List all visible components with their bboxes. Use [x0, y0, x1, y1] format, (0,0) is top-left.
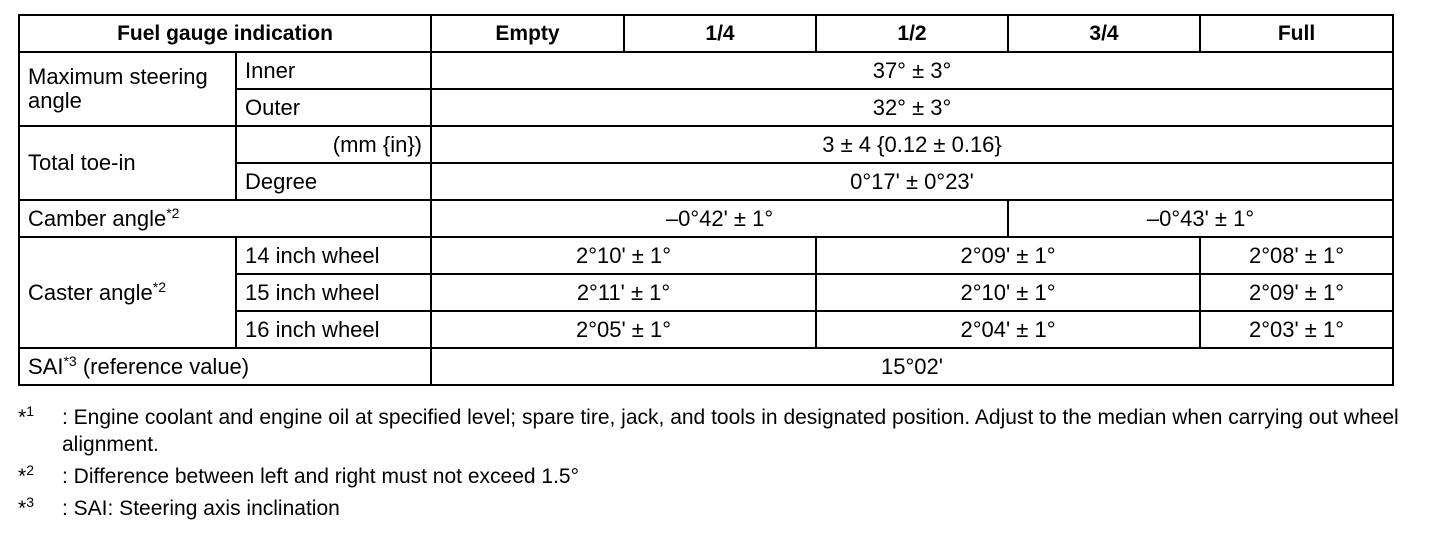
- footnote-1-number: 1: [26, 403, 34, 419]
- header-row: [19, 15, 1393, 52]
- camber-label: [19, 200, 431, 237]
- footnote-1-star: *: [18, 406, 27, 429]
- col-half: 1/2: [816, 15, 1008, 52]
- toe-degree-value: 0°17' ± 0°23': [431, 163, 1393, 200]
- footnote-3-marker: [18, 495, 62, 522]
- camber-footnote-mark: *2: [166, 204, 180, 221]
- footnote-3-star: *: [18, 497, 27, 520]
- toe-in-label: Total toe-in: [19, 126, 236, 200]
- toe-mm-value: 3 ± 4 {0.12 ± 0.16}: [431, 126, 1393, 163]
- table-row: [19, 200, 1393, 237]
- col-full: Full: [1200, 15, 1393, 52]
- table-row: [19, 348, 1393, 385]
- footnote-2-marker: [18, 463, 62, 490]
- footnote-3-number: 3: [26, 494, 34, 510]
- footnote-3-text: : SAI: Steering axis inclination: [62, 497, 340, 520]
- sai-footnote-mark: *3: [63, 352, 77, 369]
- caster-16-v1: 2°05' ± 1°: [431, 311, 816, 348]
- footnote-1-text: : Engine coolant and engine oil at specified level; spare tire, jack, and tools in designated position. Adjust to the median when carrying out wheel alignment.: [62, 406, 1399, 456]
- caster-14-v1: 2°10' ± 1°: [431, 237, 816, 274]
- toe-degree-label: Degree: [236, 163, 431, 200]
- sai-value: 15°02': [431, 348, 1393, 385]
- caster-15-v3: 2°09' ± 1°: [1200, 274, 1393, 311]
- caster-16-v3: 2°03' ± 1°: [1200, 311, 1393, 348]
- sai-label: [19, 348, 431, 385]
- footnote-2-text: : Difference between left and right must not exceed 1.5°: [62, 465, 579, 488]
- col-empty: Empty: [431, 15, 624, 52]
- sai-label-b: (reference value): [76, 353, 250, 379]
- camber-value-b: –0°43' ± 1°: [1008, 200, 1393, 237]
- table-row: [19, 237, 1393, 274]
- inner-label: Inner: [236, 52, 431, 89]
- inner-value: 37° ± 3°: [431, 52, 1393, 89]
- camber-label-text: Camber angle: [28, 205, 167, 231]
- table-row: [19, 126, 1393, 163]
- footnotes: [18, 404, 1418, 527]
- table-row: [19, 52, 1393, 89]
- caster-label-text: Caster angle: [28, 279, 153, 305]
- caster-14-v3: 2°08' ± 1°: [1200, 237, 1393, 274]
- col-quarter: 1/4: [624, 15, 816, 52]
- max-steering-label: Maximum steering angle: [19, 52, 236, 126]
- outer-label: Outer: [236, 89, 431, 126]
- camber-value-a: –0°42' ± 1°: [431, 200, 1008, 237]
- caster-15-v2: 2°10' ± 1°: [816, 274, 1200, 311]
- caster-wheel-16: 16 inch wheel: [236, 311, 431, 348]
- sai-label-a: SAI: [28, 353, 64, 379]
- caster-wheel-15: 15 inch wheel: [236, 274, 431, 311]
- footnote-2-number: 2: [26, 462, 34, 478]
- caster-footnote-mark: *2: [152, 278, 166, 295]
- footnote-2: [18, 463, 1418, 490]
- caster-label: [19, 237, 236, 348]
- col-three-quarter: 3/4: [1008, 15, 1200, 52]
- caster-16-v2: 2°04' ± 1°: [816, 311, 1200, 348]
- toe-mm-label: (mm {in}): [236, 126, 431, 163]
- outer-value: 32° ± 3°: [431, 89, 1393, 126]
- caster-14-v2: 2°09' ± 1°: [816, 237, 1200, 274]
- footnote-3: [18, 495, 1418, 522]
- footnote-1: [18, 404, 1418, 458]
- wheel-alignment-table: [18, 14, 1394, 386]
- fuel-gauge-header: Fuel gauge indication: [19, 15, 431, 52]
- footnote-1-marker: [18, 404, 62, 458]
- caster-wheel-14: 14 inch wheel: [236, 237, 431, 274]
- footnote-2-star: *: [18, 465, 27, 488]
- caster-15-v1: 2°11' ± 1°: [431, 274, 816, 311]
